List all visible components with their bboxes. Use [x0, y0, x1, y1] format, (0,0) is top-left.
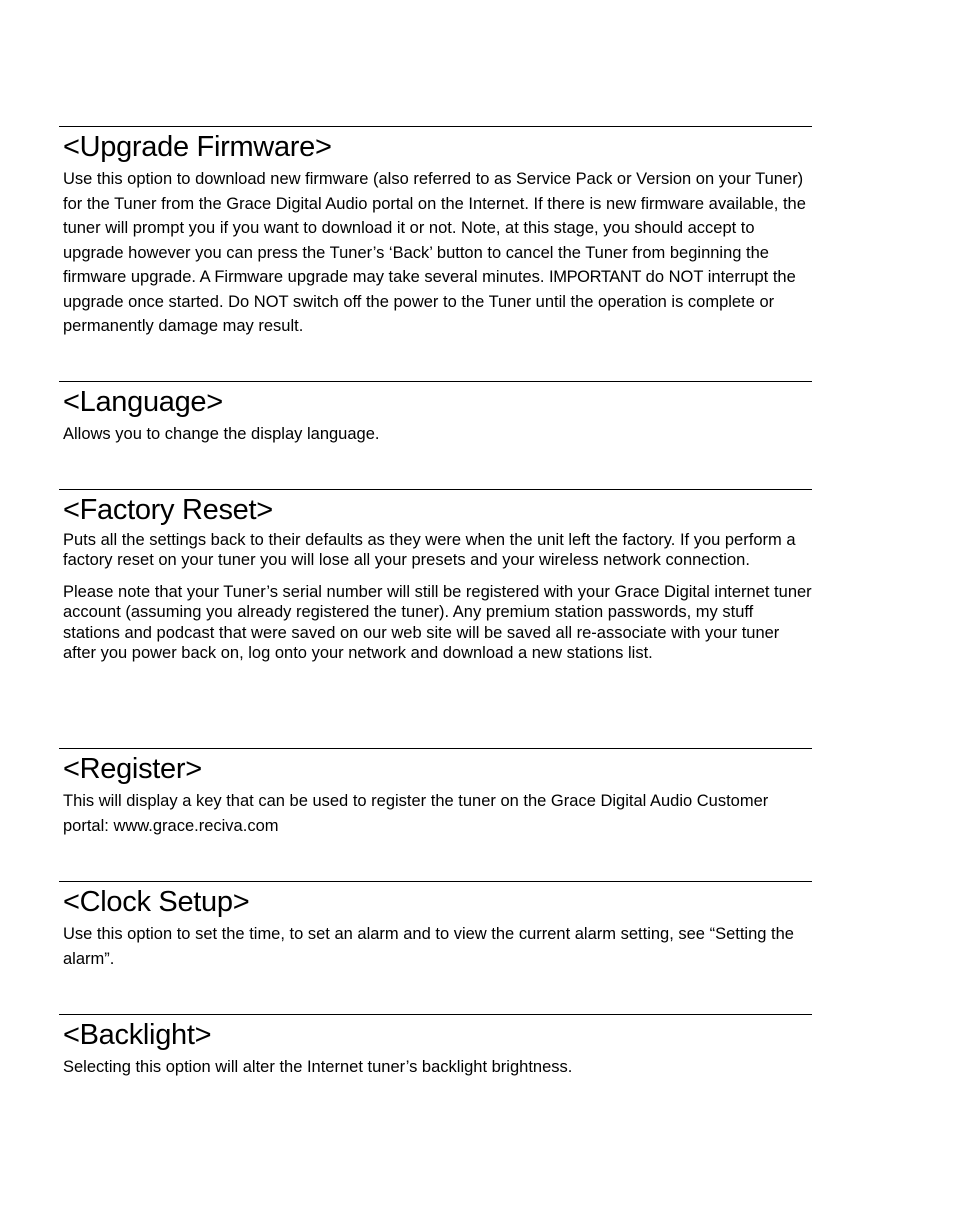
section-heading: <Language> — [63, 386, 223, 418]
section-body: Use this option to set the time, to set an alarm and to view the current alarm setting, see “Setting the alarm”. — [63, 925, 794, 968]
section-body: Selecting this option will alter the Internet tuner’s backlight brightness. — [63, 1058, 573, 1076]
section-clock-setup — [59, 881, 812, 971]
section-body: Puts all the settings back to their defaults as they were when the unit left the factory. If you perform a factory reset on your tuner you will lose all your presets and your wireless network connection. — [63, 531, 796, 570]
section-upgrade-firmware — [59, 126, 812, 339]
section-body: This will display a key that can be used to register the tuner on the Grace Digital Audio Customer portal: www.grace.reciva.com — [63, 792, 769, 835]
section-register — [59, 748, 812, 838]
section-heading: <Backlight> — [63, 1019, 212, 1051]
body-text: Use this option to download new firmware (also referred to as Service Pack or Version on your Tuner) for the Tuner from the Grace Digital Audio portal on the Internet. If there is new firmware available, the tuner will prompt you if you want to download it or not. Note, at this stage, you should accept to upgrade however you can press the Tuner’s ‘Back’ button to cancel the Tuner from beginning the firmware upgrade. A Firmware upgrade may take several minutes. — [63, 170, 806, 286]
section-factory-reset — [59, 489, 812, 663]
section-heading: <Factory Reset> — [63, 494, 273, 526]
section-heading: <Register> — [63, 753, 202, 785]
section-language — [59, 381, 812, 447]
important-label: IMPORTANT — [549, 268, 642, 286]
section-body: Allows you to change the display language. — [63, 425, 380, 443]
section-body — [59, 167, 812, 339]
section-heading: <Clock Setup> — [63, 886, 250, 918]
section-heading: <Upgrade Firmware> — [63, 131, 332, 163]
section-backlight — [59, 1014, 812, 1080]
section-body: Please note that your Tuner’s serial number will still be registered with your Grace Digital internet tuner account (assuming you already registered the tuner). Any premium station passwords, my stuff stations and podcast that were saved on our web site will be saved all re-associate with your tuner after you power back on, log onto your network and download a new stations list. — [63, 582, 812, 663]
body-text: do NOT interrupt the upgrade once started. Do NOT switch off the power to the Tuner until the operation is complete or permanently damage may result. — [63, 268, 796, 335]
